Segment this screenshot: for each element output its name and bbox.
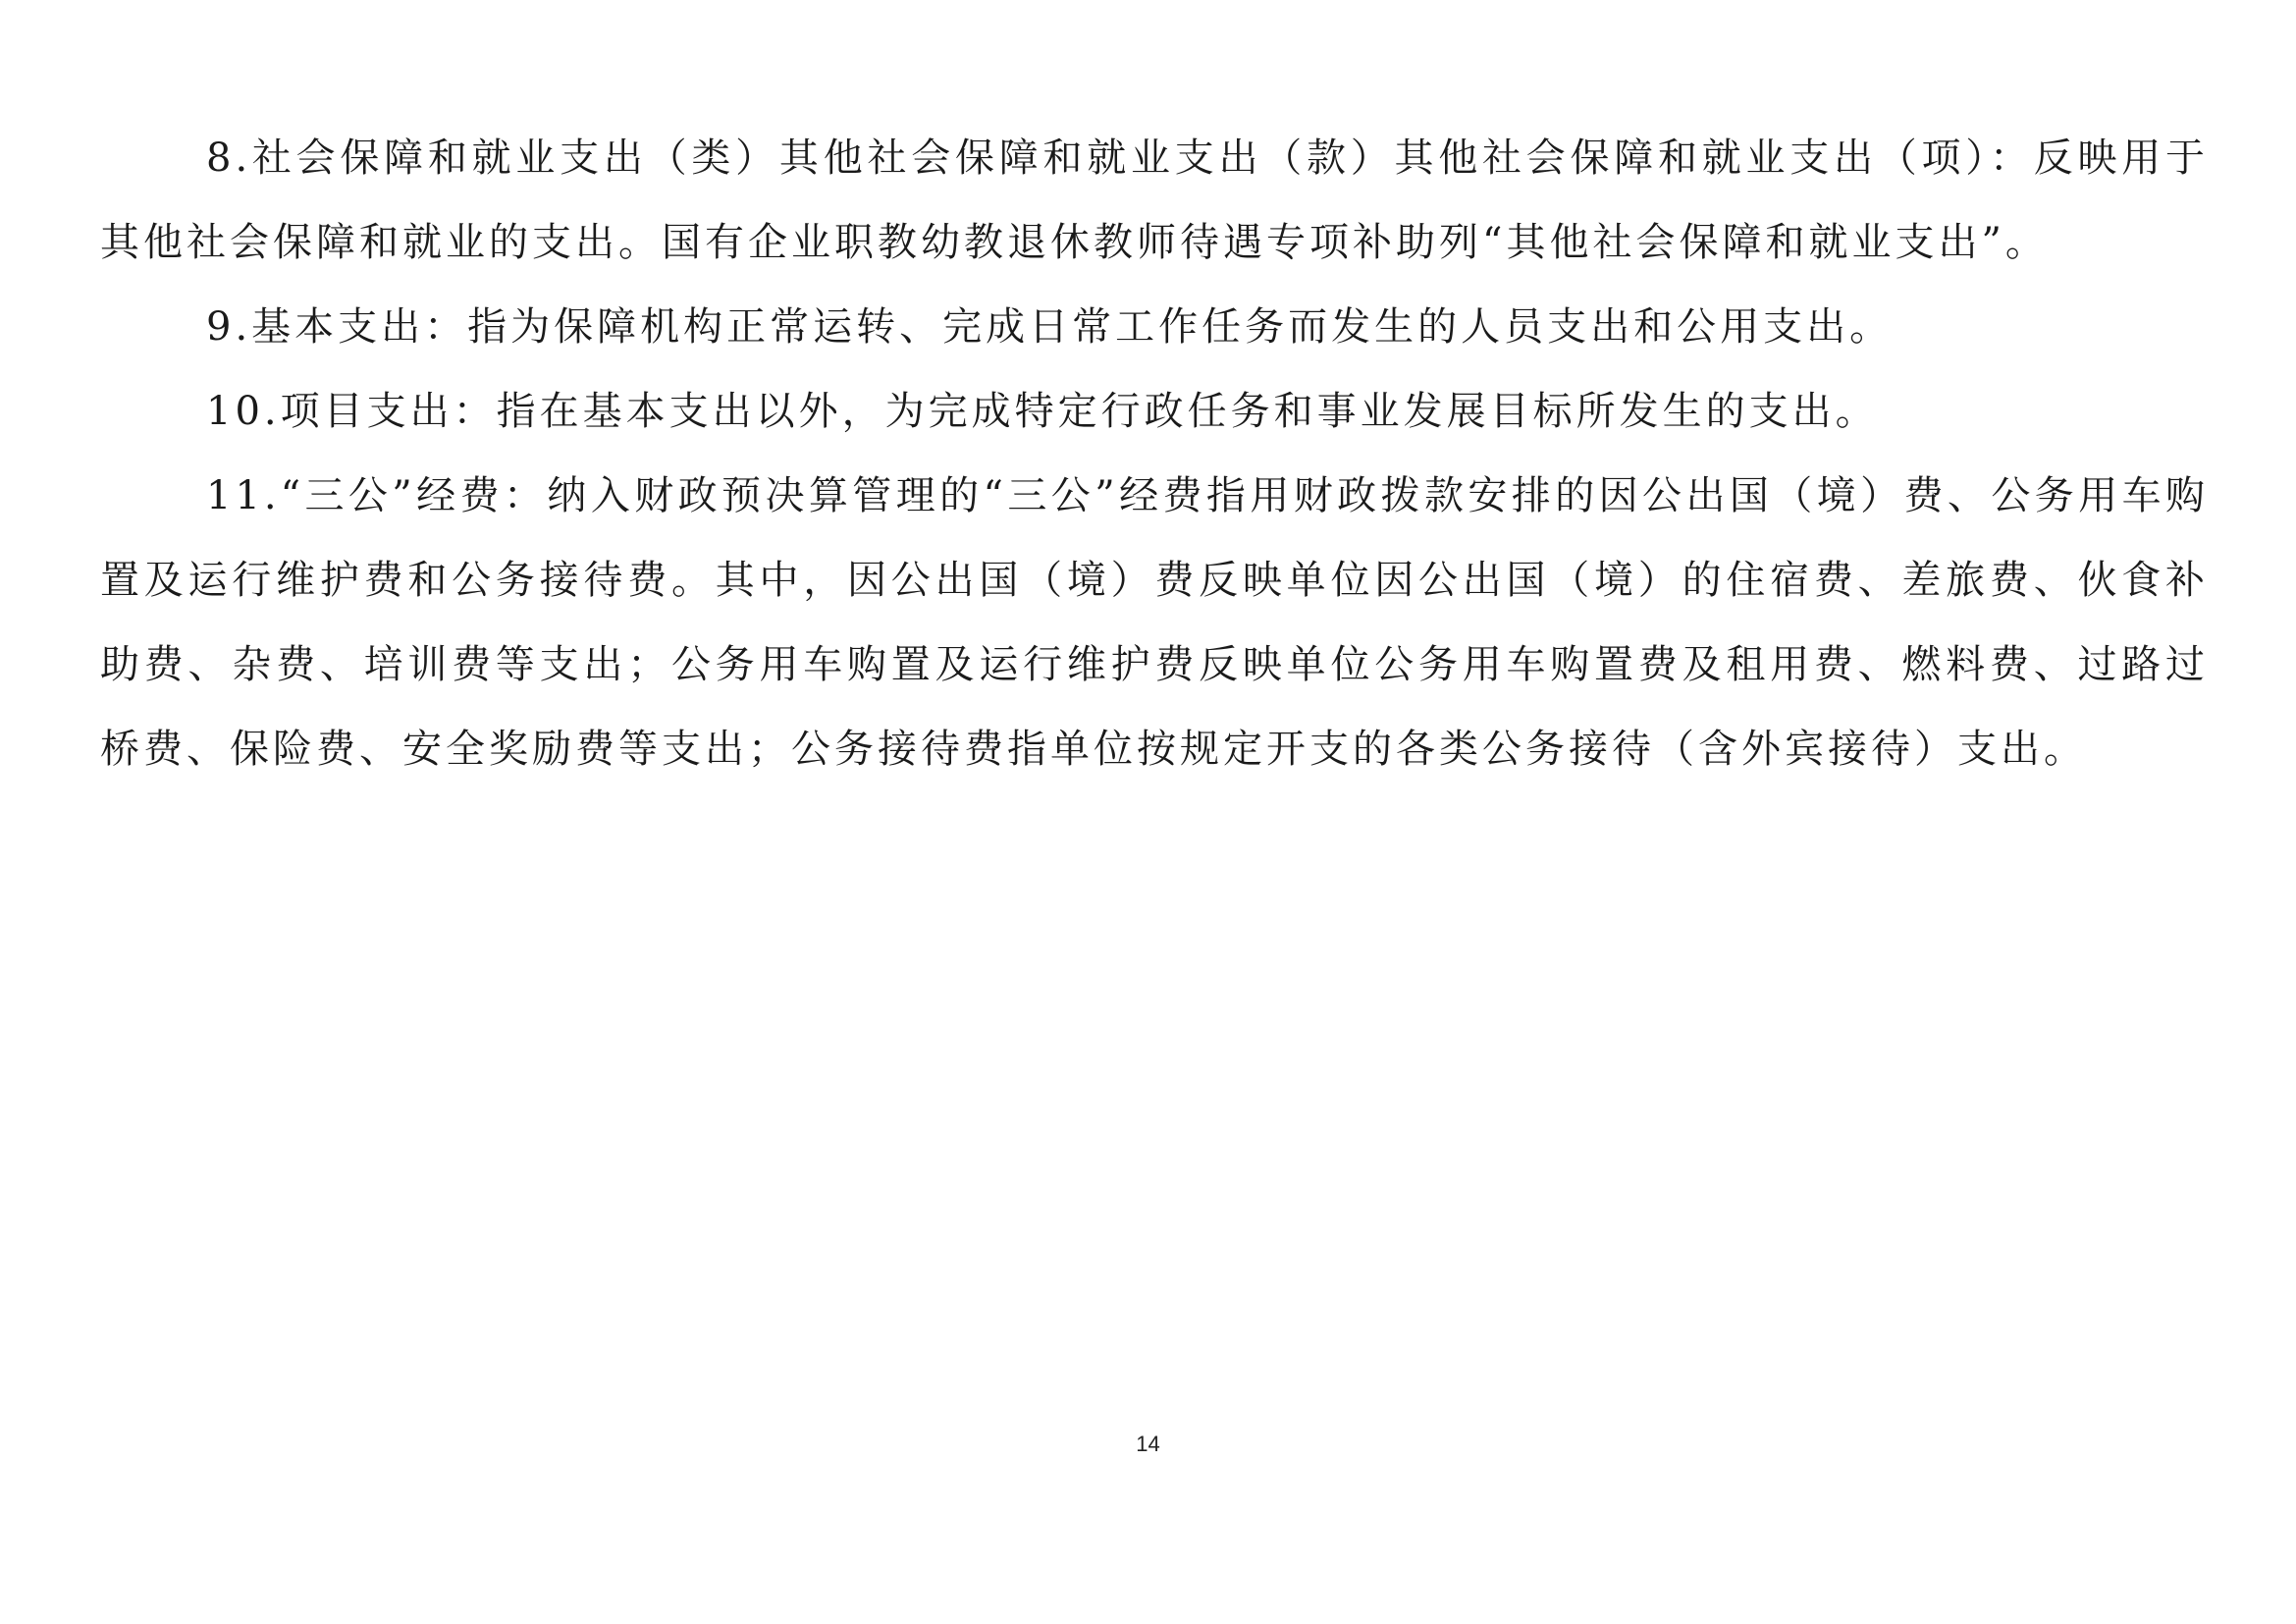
document-body <box>100 116 2209 791</box>
page-number: 14 <box>1136 1432 1160 1456</box>
paragraph-item-8: 8.社会保障和就业支出（类）其他社会保障和就业支出（款）其他社会保障和就业支出（项）：反映用于其他社会保障和就业的支出。国有企业职教幼教退休教师待遇专项补助列“其他社会保障和就业支出”。 <box>100 135 2209 265</box>
paragraph-item-10: 10.项目支出：指在基本支出以外，为完成特定行政任务和事业发展目标所发生的支出。 <box>206 389 1879 434</box>
paragraph-item-11: 11.“三公”经费：纳入财政预决算管理的“三公”经费指用财政拨款安排的因公出国（境）费、公务用车购置及运行维护费和公务接待费。其中，因公出国（境）费反映单位因公出国（境）的住宿费、差旅费、伙食补助费、杂费、培训费等支出；公务用车购置及运行维护费反映单位公务用车购置费及租用费、燃料费、过路过桥费、保险费、安全奖励费等支出；公务接待费指单位按规定开支的各类公务接待（含外宾接待）支出。 <box>100 473 2209 772</box>
paragraph-item-9: 9.基本支出：指为保障机构正常运转、完成日常工作任务而发生的人员支出和公用支出。 <box>206 304 1894 350</box>
